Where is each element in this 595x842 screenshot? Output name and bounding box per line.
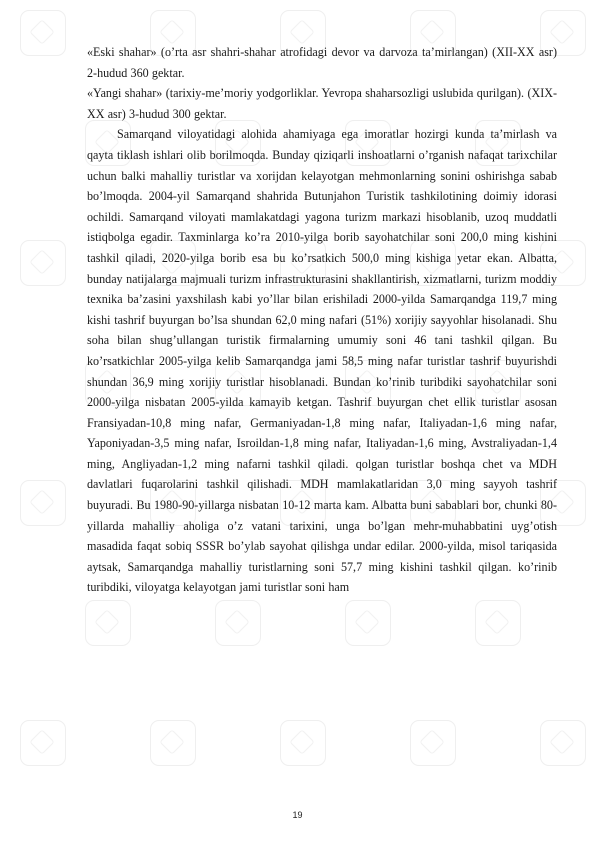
watermark-logo-icon [20, 240, 66, 286]
watermark-logo-icon [20, 10, 66, 56]
watermark-logo-icon [280, 720, 326, 766]
watermark-logo-icon [345, 600, 391, 646]
document-body [87, 42, 557, 598]
paragraph-eski-shahar: «Eski shahar» (o’rta asr shahri-shahar atrofidagi devor va darvoza ta’mirlangan) (XII-XX asr) 2-hudud 360 gektar. [87, 45, 557, 80]
page-number: 19 [292, 810, 303, 820]
paragraph-yangi-shahar: «Yangi shahar» (tarixiy-me’moriy yodgorliklar. Yevropa shaharsozligi uslubida qurilgan). (XIX-XX asr) 3-hudud 300 gektar. [87, 86, 557, 121]
watermark-logo-icon [20, 720, 66, 766]
watermark-logo-icon [215, 600, 261, 646]
watermark-logo-icon [20, 480, 66, 526]
watermark-logo-icon [410, 720, 456, 766]
paragraph-samarqand-tourism: Samarqand viloyatidagi alohida ahamiyaga ega imoratlar hozirgi kunda ta’mirlash va qayta tiklash ishlari olib borilmoqda. Bunday qiziqarli inshoatlarni o’rganish nafaqat tarixchilar uchun balki mahalliy turistlar va xorijdan kelayotgan mehmonlarning sonini oshirishga sabab bo’lmoqda. 2004-yil Samarqand shahrida Butunjahon Turistik tashkilotining doimiy idorasi ochildi. Samarqand viloyati mamlakatdagi yagona turizm markazi hisoblanib, uzoq muddatli istiqbolga egadir. Taxminlarga ko’ra 2010-yilga borib sayohatchilar soni 200,0 ming kishini tashkil qiladi, 2020-yilga borib esa bu ko’rsatkich 500,0 ming kishiga yetar ekan. Albatta, bunday natijalarga majmuali turizm infrastrukturasini shakllantirish, xizmatlarni, turizm moddiy texnika ba’zasini yaxshilash kabi yo’llar bilan erishiladi 2000-yilda Samarqandga 119,7 ming kishi tashrif buyurgan bo’lsa shundan 62,0 ming nafari (51%) xorijiy sayyohlar hisolanadi. Shu soha bilan shug’ullangan turistik firmalarning umumiy soni 46 tani tashkil qilgan. Bu ko’rsatkichlar 2005-yilga kelib Samarqandga jami 58,5 ming nafar turistlar tashrif buyurishdi shundan 36,9 ming xorijiy turistlar hisoblanadi. Bundan ko’rinib turibdiki sayohatchilar soni 2000-yilga nisbatan 2005-yilda kamayib ketgan. Tashrif buyurgan chet ellik turistlar asosan Fransiyadan-10,8 ming nafar, Germaniyadan-1,8 ming nafar, Italiyadan-1,6 ming nafar, Yaponiyadan-3,5 ming nafar, Isroildan-1,8 ming nafar, Italiyadan-1,6 ming, Avstraliyadan-1,4 ming, Angliyadan-1,2 ming nafarni tashkil qiladi. qolgan turistlar boshqa chet va MDH davlatlari fuqarolarini tashkil qilishadi. MDH mamlakatlaridan 3,0 ming sayyoh tashrif buyuradi. Bu 1980-90-yillarga nisbatan 10-12 marta kam. Albatta buni sabablari bor, chunki 80-yillarda mahalliy aholiga o’z vatani tarixini, unga bo’lgan mehr-muhabbatini uyg’otish masadida faqat sobiq SSSR bo’ylab sayohat qilishga undar edilar. 2000-yilda, misol tariqasida aytsak, Samarqandga mahalliy turistlarning soni 57,7 ming kishini tashkil qilgan. ko’rinib turibdiki, viloyatga kelayotgan jami turistlar soni ham [87, 127, 557, 595]
watermark-logo-icon [85, 600, 131, 646]
watermark-logo-icon [150, 720, 196, 766]
watermark-logo-icon [475, 600, 521, 646]
watermark-logo-icon [540, 720, 586, 766]
